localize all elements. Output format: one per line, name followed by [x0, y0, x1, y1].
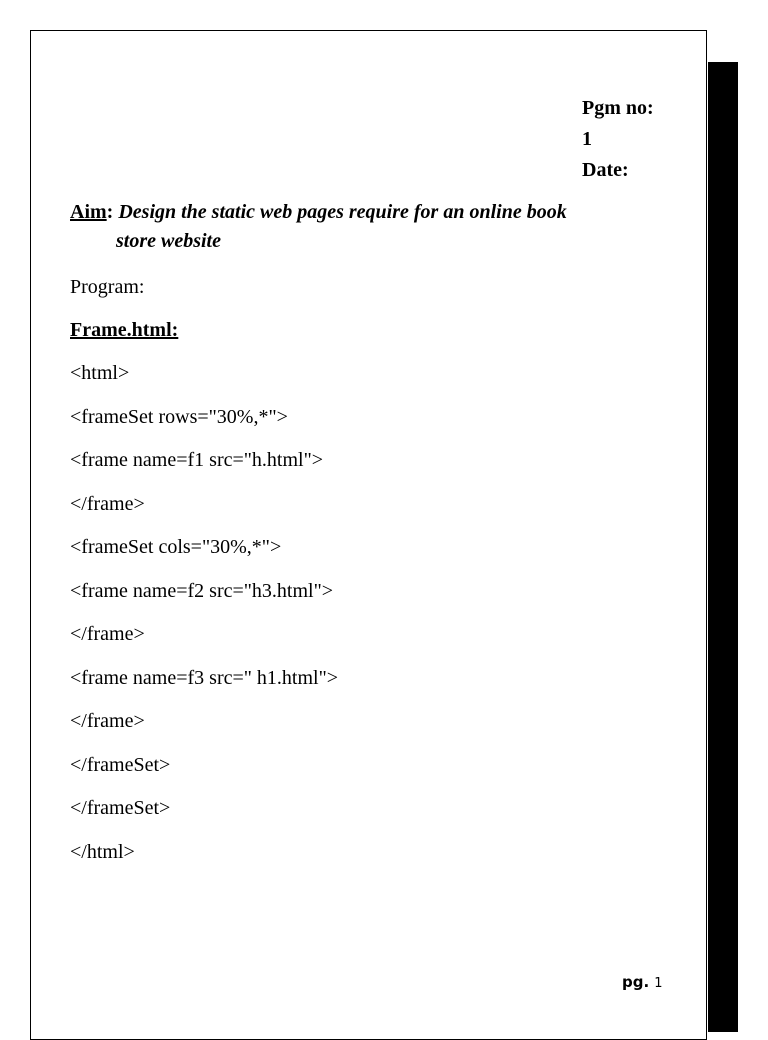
code-line: </frame> — [70, 623, 145, 645]
date-label: Date: — [582, 159, 629, 181]
code-line: <html> — [70, 362, 130, 384]
aim-text-line2: store website — [116, 230, 221, 252]
code-line: </frameSet> — [70, 797, 171, 819]
code-line: </frame> — [70, 710, 145, 732]
file-name-heading: Frame.html: — [70, 319, 179, 341]
aim-label: Aim — [70, 201, 107, 223]
code-line: <frameSet rows="30%,*"> — [70, 405, 288, 428]
pgm-no-value: 1 — [582, 128, 592, 150]
aim-text-line1: Design the static web pages require for an online book — [118, 201, 567, 223]
code-line: <frame name=f1 src="h.html"> — [70, 449, 324, 471]
code-line: </html> — [70, 840, 135, 863]
code-line: <frameSet cols="30%,*"> — [70, 536, 282, 558]
pgm-no-label: Pgm no: — [582, 97, 654, 119]
page-shadow — [708, 62, 738, 1032]
program-header — [582, 93, 654, 186]
page-footer — [622, 972, 663, 991]
page-number: 1 — [654, 976, 663, 991]
page-number-label: pg. — [622, 973, 650, 991]
code-line: <frame name=f3 src=" h1.html"> — [70, 666, 339, 689]
code-line: <frame name=f2 src="h3.html"> — [70, 579, 334, 602]
code-line: </frame> — [70, 492, 145, 515]
code-listing — [70, 359, 338, 881]
aim-separator: : — [106, 201, 114, 223]
aim-section — [70, 198, 670, 256]
code-line: </frameSet> — [70, 753, 171, 776]
program-label: Program: — [70, 276, 145, 298]
